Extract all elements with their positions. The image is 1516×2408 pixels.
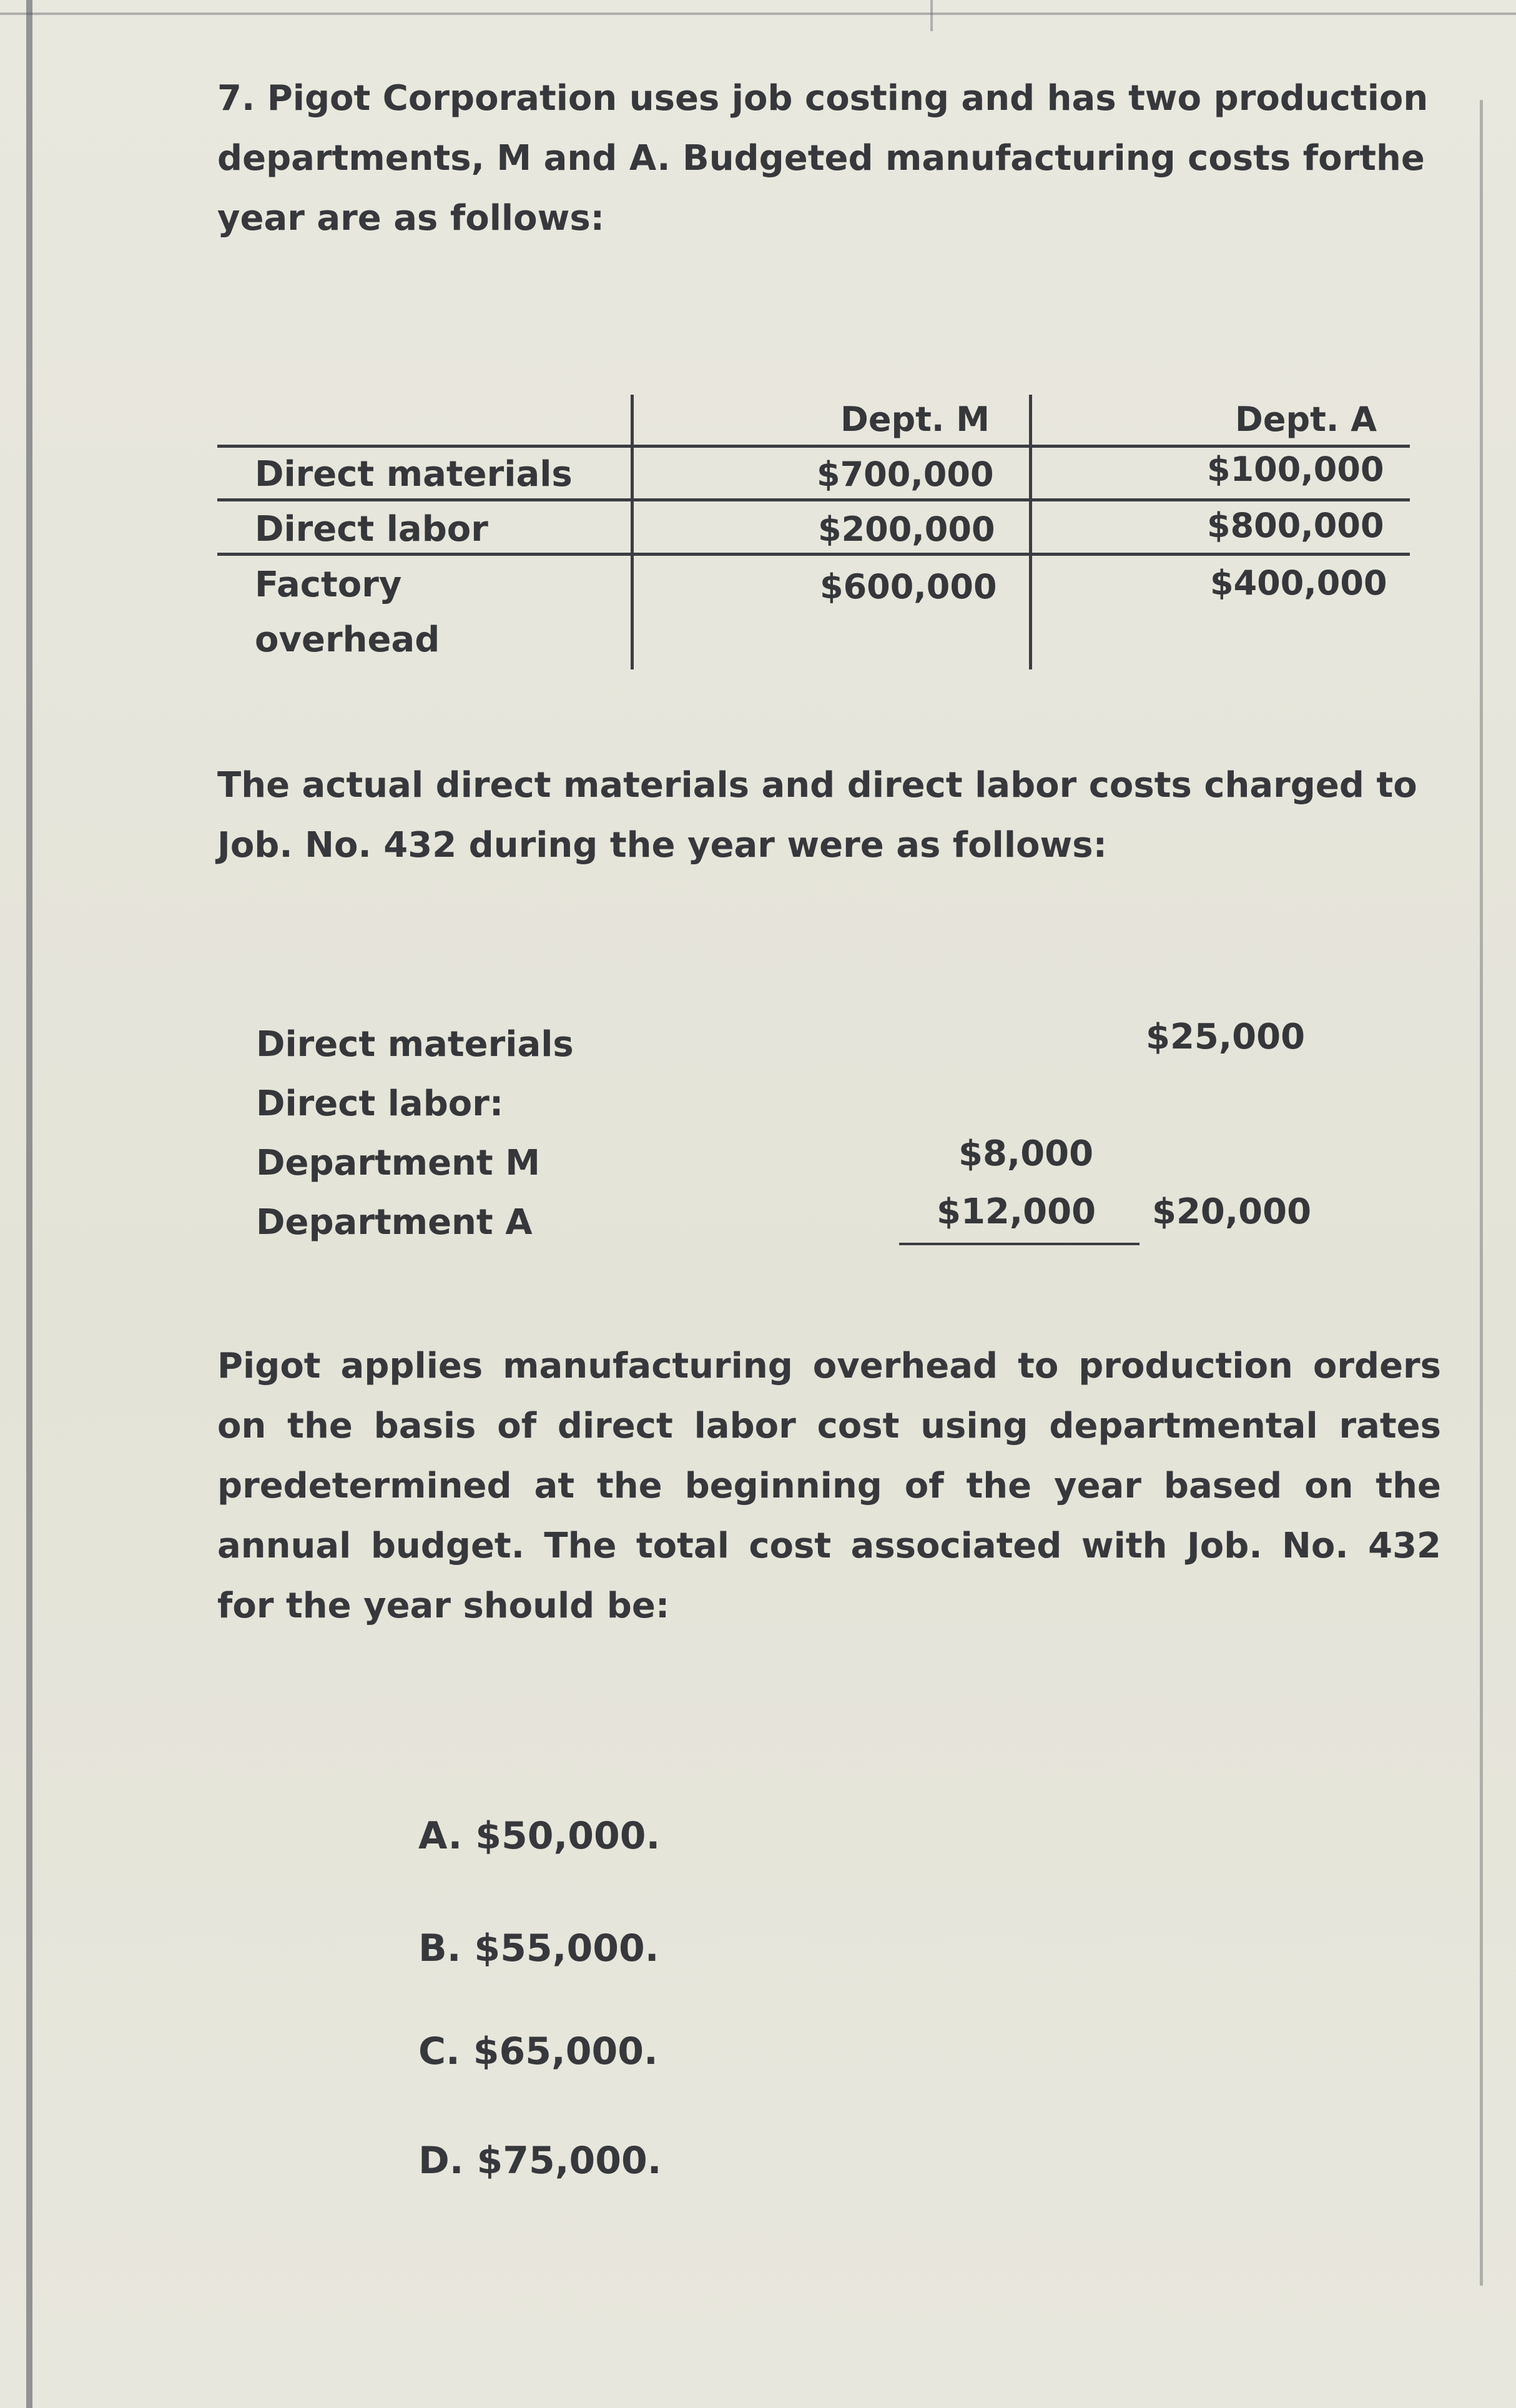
option-c[interactable]: C. $65,000. (418, 2030, 658, 2073)
job-dept-m-amount: $8,000 (958, 1133, 1094, 1174)
dept-a-factory-overhead: $400,000 (1210, 563, 1387, 603)
table-divider-label (631, 395, 634, 669)
subtotal-underline (899, 1243, 1139, 1245)
dept-a-direct-materials: $100,000 (1207, 450, 1384, 489)
question-intro: 7. Pigot Corporation uses job costing and has two production departments, M and A. Budgeted manufacturing costs forthe year are as follows: (217, 78, 1429, 239)
row-label-direct-labor: Direct labor (255, 509, 488, 550)
table-divider-dept (1029, 395, 1032, 669)
question-prompt: Pigot applies manufacturing overhead to production orders on the basis of direct labor cost using departmental rates predetermined at the beginning of the year based on the annual budget. The total cost associated with Job. No. 432 for the year should be: (217, 1346, 1441, 1626)
job-direct-labor-label: Direct labor: (256, 1083, 504, 1124)
job-dept-a-amount: $12,000 (937, 1192, 1096, 1232)
job-dept-a-label: Department A (256, 1202, 533, 1243)
column-header-dept-m: Dept. M (840, 400, 990, 439)
row-label-overhead: overhead (255, 619, 440, 660)
left-page-edge (26, 0, 32, 2408)
budget-table (217, 387, 1410, 674)
job-direct-labor-total: $20,000 (1152, 1192, 1312, 1232)
dept-m-direct-materials: $700,000 (817, 455, 994, 494)
top-border-tick (930, 0, 933, 31)
row-label-factory: Factory (255, 565, 402, 605)
job-dept-m-label: Department M (256, 1143, 540, 1183)
job-direct-materials-label: Direct materials (256, 1024, 574, 1065)
job-432-costs (256, 1017, 1380, 1286)
option-b[interactable]: B. $55,000. (418, 1927, 659, 1970)
right-margin-line (1480, 100, 1483, 2286)
actual-costs-intro: The actual direct materials and direct labor costs charged to Job. No. 432 during the year were as follows: (217, 765, 1417, 866)
dept-a-direct-labor: $800,000 (1207, 506, 1384, 545)
column-header-dept-a: Dept. A (1235, 400, 1377, 439)
job-direct-materials-amount: $25,000 (1146, 1017, 1306, 1057)
dept-m-direct-labor: $200,000 (818, 510, 995, 549)
option-a[interactable]: A. $50,000. (418, 1814, 661, 1858)
dept-m-factory-overhead: $600,000 (820, 567, 997, 606)
top-border-line (0, 12, 1516, 15)
option-d[interactable]: D. $75,000. (418, 2139, 662, 2183)
row-label-direct-materials: Direct materials (255, 454, 573, 495)
